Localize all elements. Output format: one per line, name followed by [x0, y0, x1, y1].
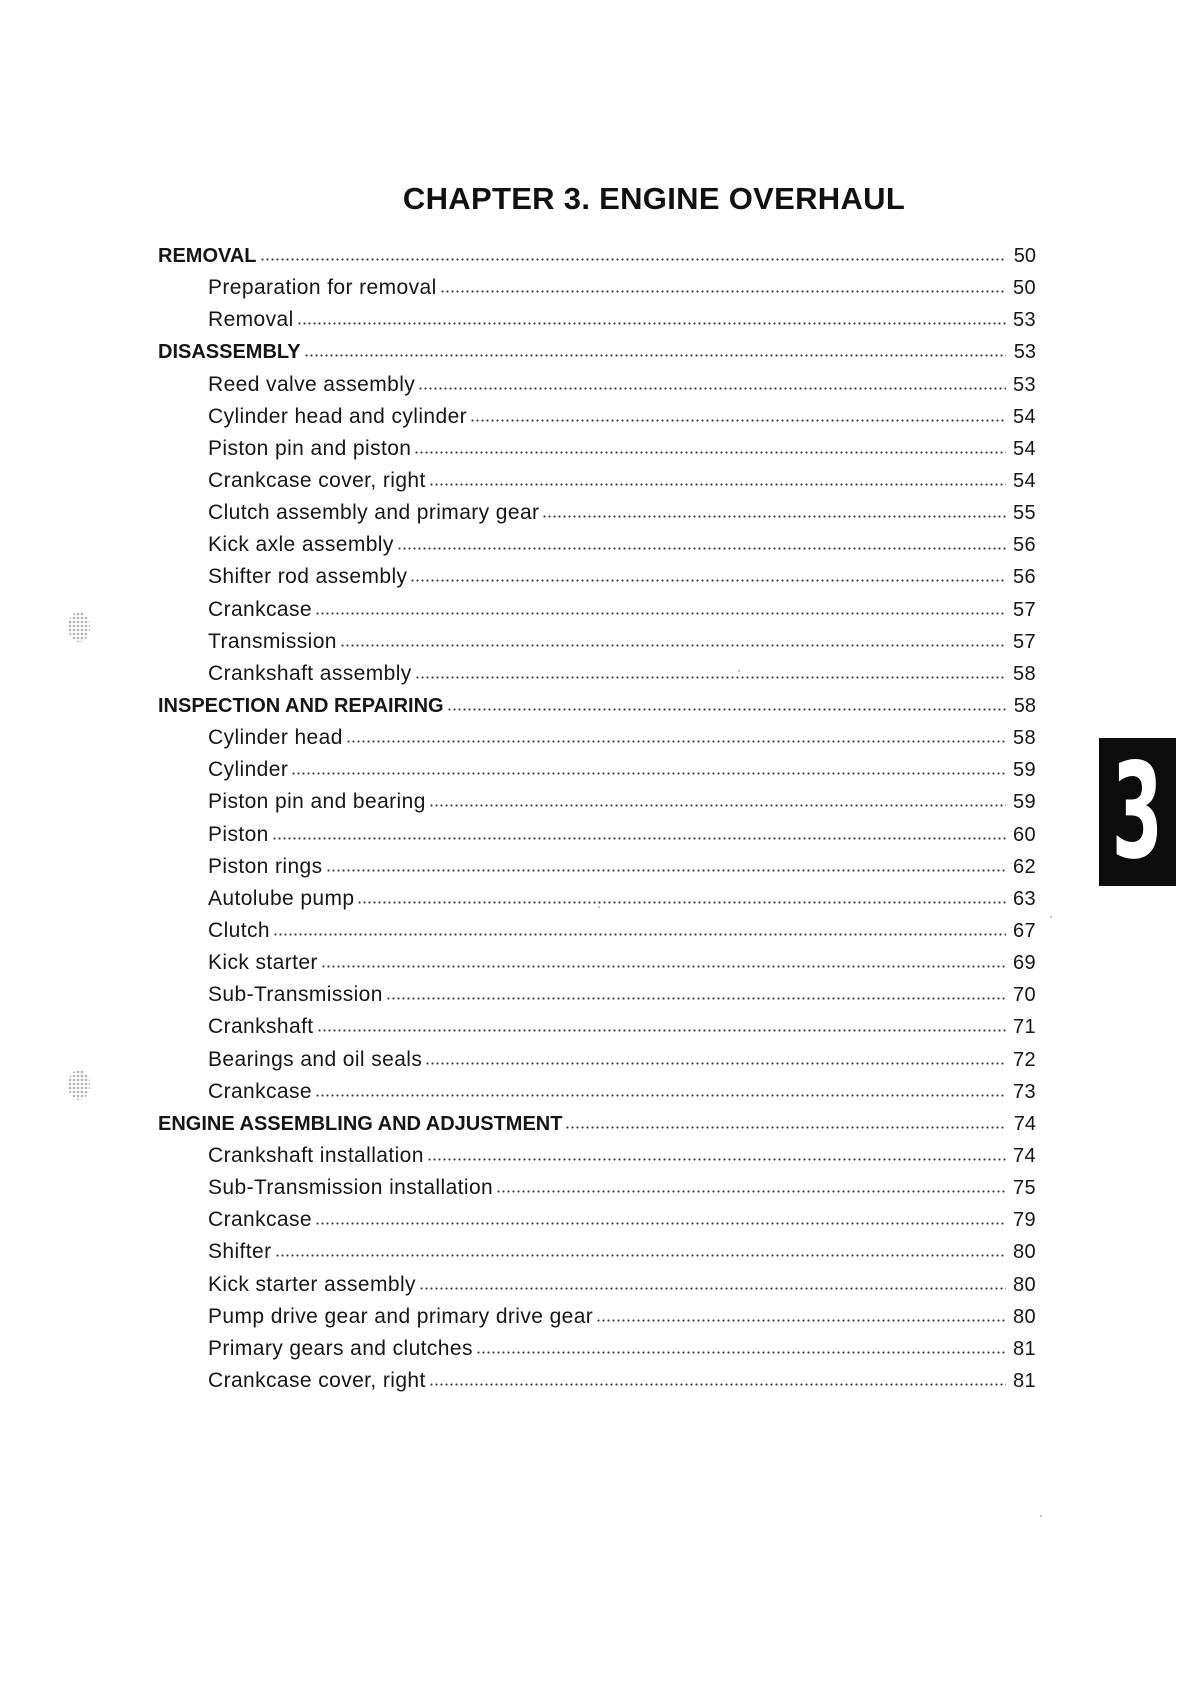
dot-leader	[414, 449, 1006, 455]
toc-page-number: 50	[1013, 245, 1036, 267]
punch-hole-mark	[68, 1070, 90, 1100]
dot-leader	[291, 770, 1006, 776]
toc-page-number: 58	[1012, 662, 1036, 685]
scan-speck	[598, 906, 600, 908]
toc-entry-label: Cylinder	[208, 758, 289, 782]
toc-section-heading	[158, 336, 1036, 368]
toc-entry	[158, 1076, 1036, 1108]
dot-leader	[397, 545, 1006, 551]
dot-leader	[315, 610, 1006, 616]
toc-entry-label: Autolube pump	[208, 886, 355, 910]
toc-entry	[158, 369, 1036, 401]
toc-entry-label: Crankcase cover, right	[208, 468, 426, 492]
punch-hole-mark	[68, 612, 90, 642]
toc-entry	[158, 947, 1036, 979]
dot-leader	[470, 417, 1006, 423]
toc-page-number: 54	[1012, 405, 1036, 428]
dot-leader	[565, 1124, 1006, 1130]
toc-entry-label: Crankshaft installation	[208, 1143, 424, 1167]
toc-entry	[158, 786, 1036, 818]
toc-entry	[158, 819, 1036, 851]
toc-entry	[158, 1204, 1036, 1236]
toc-entry	[158, 658, 1036, 690]
toc-entry-label: Reed valve assembly	[208, 372, 416, 396]
dot-leader	[321, 963, 1006, 969]
toc-entry	[158, 465, 1036, 497]
dot-leader	[429, 481, 1006, 487]
toc-entry	[158, 1269, 1036, 1301]
toc-entry-label: Crankcase	[208, 1208, 312, 1232]
dot-leader	[429, 1381, 1006, 1387]
toc-entry-label: Crankshaft	[208, 1015, 314, 1039]
chapter-tab-number: 3	[1111, 735, 1164, 889]
scan-speck	[1040, 1515, 1042, 1517]
toc-entry-label: Removal	[208, 308, 294, 332]
toc-page-number: 63	[1012, 887, 1036, 910]
toc-entry	[158, 1011, 1036, 1043]
dot-leader	[340, 642, 1006, 648]
toc-entry-label: Piston rings	[208, 854, 323, 878]
toc-entry	[158, 497, 1036, 529]
toc-entry-label: Bearings and oil seals	[208, 1047, 423, 1071]
dot-leader	[260, 256, 1006, 262]
dot-leader	[496, 1188, 1006, 1194]
toc-page-number: 80	[1012, 1241, 1036, 1264]
toc-entry-label: ENGINE ASSEMBLING AND ADJUSTMENT	[158, 1112, 563, 1135]
toc-page-number: 80	[1012, 1305, 1036, 1328]
toc-page-number: 72	[1012, 1048, 1036, 1071]
scan-speck	[1050, 916, 1052, 918]
toc-section-heading	[158, 240, 1036, 272]
dot-leader	[297, 320, 1006, 326]
toc-entry	[158, 1044, 1036, 1076]
toc-page-number: 53	[1013, 341, 1036, 364]
toc-entry-label: Crankcase	[208, 597, 312, 621]
toc-entry	[158, 979, 1036, 1011]
toc-page-number: 56	[1012, 566, 1036, 589]
toc-page-number: 69	[1012, 952, 1036, 975]
toc-entry-label: Crankcase	[208, 1079, 312, 1103]
toc-entry-label: Cylinder head and cylinder	[208, 404, 468, 428]
dot-leader	[447, 706, 1006, 712]
toc-section-heading	[158, 690, 1036, 722]
dot-leader	[427, 1156, 1006, 1162]
toc-entry-label: Sub-Transmission installation	[208, 1176, 494, 1200]
toc-entry	[158, 561, 1036, 593]
toc-page-number: 57	[1012, 598, 1036, 621]
toc-page-number: 53	[1012, 373, 1036, 396]
toc-entry-label: Preparation for removal	[208, 276, 437, 300]
toc-entry	[158, 304, 1036, 336]
toc-page-number: 56	[1012, 534, 1036, 557]
page-title: CHAPTER 3. ENGINE OVERHAUL	[402, 180, 906, 216]
dot-leader	[415, 674, 1006, 680]
toc-page-number: 80	[1012, 1273, 1036, 1296]
toc-entry-label: REMOVAL	[158, 245, 257, 267]
dot-leader	[542, 513, 1006, 519]
toc-entry-label: Sub-Transmission	[208, 983, 383, 1007]
toc-page-number: 67	[1012, 919, 1036, 942]
toc-page-number: 59	[1012, 759, 1036, 782]
toc-page-number: 57	[1012, 630, 1036, 653]
toc-page-number: 71	[1012, 1016, 1036, 1039]
toc-entry	[158, 272, 1036, 304]
toc-entry	[158, 1365, 1036, 1397]
chapter-tab	[1099, 735, 1176, 889]
dot-leader	[425, 1060, 1006, 1066]
toc-entry	[158, 722, 1036, 754]
toc-page-number: 58	[1013, 694, 1036, 717]
toc-page-number: 55	[1012, 502, 1036, 525]
toc-page-number: 58	[1012, 727, 1036, 750]
toc-entry	[158, 851, 1036, 883]
toc-entry-label: Piston	[208, 822, 269, 846]
toc-entry-label: Piston pin and piston	[208, 436, 412, 460]
dot-leader	[357, 899, 1006, 905]
toc-page-number: 53	[1012, 309, 1036, 332]
toc-page-number: 70	[1012, 984, 1036, 1007]
toc-page-number: 73	[1012, 1080, 1036, 1103]
dot-leader	[273, 931, 1006, 937]
toc-page-number: 60	[1012, 823, 1036, 846]
toc-section-heading	[158, 1108, 1036, 1140]
toc-entry	[158, 401, 1036, 433]
toc-entry-label: Kick starter	[208, 951, 318, 975]
toc-entry	[158, 754, 1036, 786]
dot-leader	[419, 1285, 1006, 1291]
toc-entry	[158, 1236, 1036, 1268]
dot-leader	[418, 385, 1006, 391]
table-of-contents	[158, 240, 1036, 1397]
toc-page-number: 54	[1012, 437, 1036, 460]
scan-speck	[738, 670, 740, 672]
toc-entry-label: INSPECTION AND REPAIRING	[158, 694, 444, 717]
toc-page-number: 50	[1012, 277, 1036, 300]
dot-leader	[386, 995, 1006, 1001]
toc-entry-label: Shifter	[208, 1240, 272, 1264]
toc-entry	[158, 529, 1036, 561]
dot-leader	[317, 1027, 1006, 1033]
toc-entry	[158, 1172, 1036, 1204]
dot-leader	[315, 1220, 1006, 1226]
toc-entry	[158, 1140, 1036, 1172]
toc-entry-label: Kick starter assembly	[208, 1272, 416, 1296]
toc-page-number: 54	[1012, 469, 1036, 492]
toc-entry-label: Piston pin and bearing	[208, 790, 426, 814]
toc-entry	[158, 433, 1036, 465]
toc-entry-label: Crankshaft assembly	[208, 661, 412, 685]
toc-page-number: 81	[1012, 1337, 1036, 1360]
toc-entry	[158, 1301, 1036, 1333]
dot-leader	[346, 738, 1006, 744]
toc-page-number: 81	[1012, 1369, 1036, 1392]
toc-entry-label: Cylinder head	[208, 726, 343, 750]
dot-leader	[275, 1252, 1007, 1258]
dot-leader	[272, 835, 1006, 841]
toc-page-number: 74	[1013, 1112, 1036, 1135]
toc-entry-label: Shifter rod assembly	[208, 565, 408, 589]
dot-leader	[476, 1349, 1006, 1355]
dot-leader	[429, 802, 1006, 808]
toc-entry-label: Kick axle assembly	[208, 533, 394, 557]
toc-page-number: 75	[1012, 1177, 1036, 1200]
toc-page-number: 59	[1012, 791, 1036, 814]
toc-entry-label: Pump drive gear and primary drive gear	[208, 1304, 594, 1328]
toc-page-number: 79	[1012, 1209, 1036, 1232]
toc-entry	[158, 915, 1036, 947]
toc-entry-label: DISASSEMBLY	[158, 341, 301, 364]
toc-page-number: 74	[1012, 1144, 1036, 1167]
dot-leader	[315, 1092, 1006, 1098]
toc-entry	[158, 626, 1036, 658]
toc-entry	[158, 594, 1036, 626]
toc-page-number: 62	[1012, 855, 1036, 878]
toc-entry-label: Crankcase cover, right	[208, 1368, 426, 1392]
dot-leader	[304, 352, 1006, 358]
dot-leader	[440, 288, 1006, 294]
toc-entry	[158, 883, 1036, 915]
toc-entry-label: Transmission	[208, 629, 337, 653]
dot-leader	[410, 577, 1006, 583]
toc-entry	[158, 1333, 1036, 1365]
toc-entry-label: Clutch assembly and primary gear	[208, 501, 540, 525]
toc-entry-label: Clutch	[208, 918, 270, 942]
dot-leader	[326, 867, 1006, 873]
toc-entry-label: Primary gears and clutches	[208, 1336, 473, 1360]
dot-leader	[596, 1317, 1006, 1323]
